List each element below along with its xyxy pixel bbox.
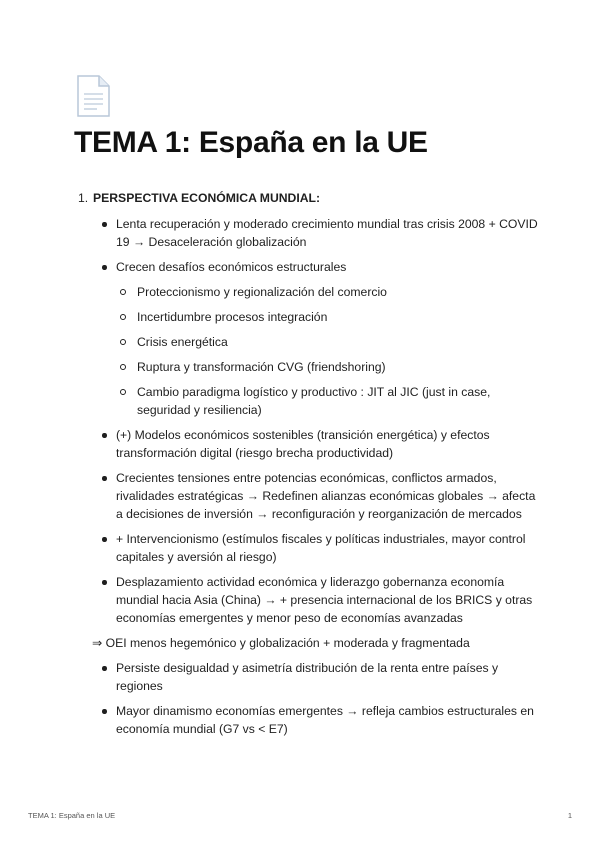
- sub-list-item: [116, 383, 538, 419]
- list-item: [98, 530, 538, 566]
- bullet-list: [98, 215, 538, 627]
- section-heading: [78, 189, 538, 207]
- list-item: [98, 573, 538, 627]
- document-icon: [75, 75, 111, 117]
- sub-list-item: [116, 333, 538, 351]
- list-item-text: (+) Modelos económicos sostenibles (transición energética) y efectos transformación digital (riesgo brecha productividad): [116, 428, 490, 460]
- sub-list-item-text: Cambio paradigma logístico y productivo : JIT al JIC (just in case, seguridad y resiliencia): [137, 385, 491, 417]
- sub-list-item-text: Incertidumbre procesos integración: [137, 310, 328, 324]
- sub-list-item: [116, 283, 538, 301]
- list-item: [98, 426, 538, 462]
- list-item-text: Mayor dinamismo economías emergentes → refleja cambios estructurales en economía mundial (G7 vs < E7): [116, 704, 534, 736]
- page-content: [78, 189, 538, 745]
- list-item-text: Crecientes tensiones entre potencias económicas, conflictos armados, rivalidades estratégicas → Redefinen alianzas económicas globales → afecta a decisiones de inversión → reconfiguración y reorganización de mercados: [116, 471, 536, 521]
- list-item-text: + Intervencionismo (estímulos fiscales y políticas industriales, mayor control capitales y aversión al riesgo): [116, 532, 526, 564]
- sub-list-item-text: Ruptura y transformación CVG (friendshoring): [137, 360, 386, 374]
- list-item-text: Persiste desigualdad y asimetría distribución de la renta entre países y regiones: [116, 661, 499, 693]
- conclusion-line: ⇒ OEI menos hegemónico y globalización + moderada y fragmentada: [92, 636, 470, 650]
- sub-list-item-text: Proteccionismo y regionalización del comercio: [137, 285, 387, 299]
- section-title: PERSPECTIVA ECONÓMICA MUNDIAL:: [93, 191, 321, 205]
- list-item-text: Lenta recuperación y moderado crecimiento mundial tras crisis 2008 + COVID 19 → Desaceleración globalización: [116, 217, 538, 249]
- page-title: TEMA 1: España en la UE: [74, 126, 428, 159]
- list-item: [98, 215, 538, 251]
- sub-bullet-list: [116, 283, 538, 419]
- sub-list-item-text: Crisis energética: [137, 335, 228, 349]
- list-item: [98, 258, 538, 419]
- list-item-text: Crecen desafíos económicos estructurales: [116, 260, 347, 274]
- sub-list-item: [116, 358, 538, 376]
- list-item: [98, 659, 538, 695]
- section-number: 1.: [78, 191, 89, 205]
- bullet-list: [98, 659, 538, 738]
- footer-title: TEMA 1: España en la UE: [28, 811, 116, 820]
- list-item-text: Desplazamiento actividad económica y liderazgo gobernanza economía mundial hacia Asia (China) → + presencia internacional de los BRICS y otras economías emergentes y menor peso de economías avanzadas: [116, 575, 533, 625]
- list-item: [98, 702, 538, 738]
- list-item: [98, 469, 538, 523]
- footer-page-number: 1: [567, 811, 572, 820]
- sub-list-item: [116, 308, 538, 326]
